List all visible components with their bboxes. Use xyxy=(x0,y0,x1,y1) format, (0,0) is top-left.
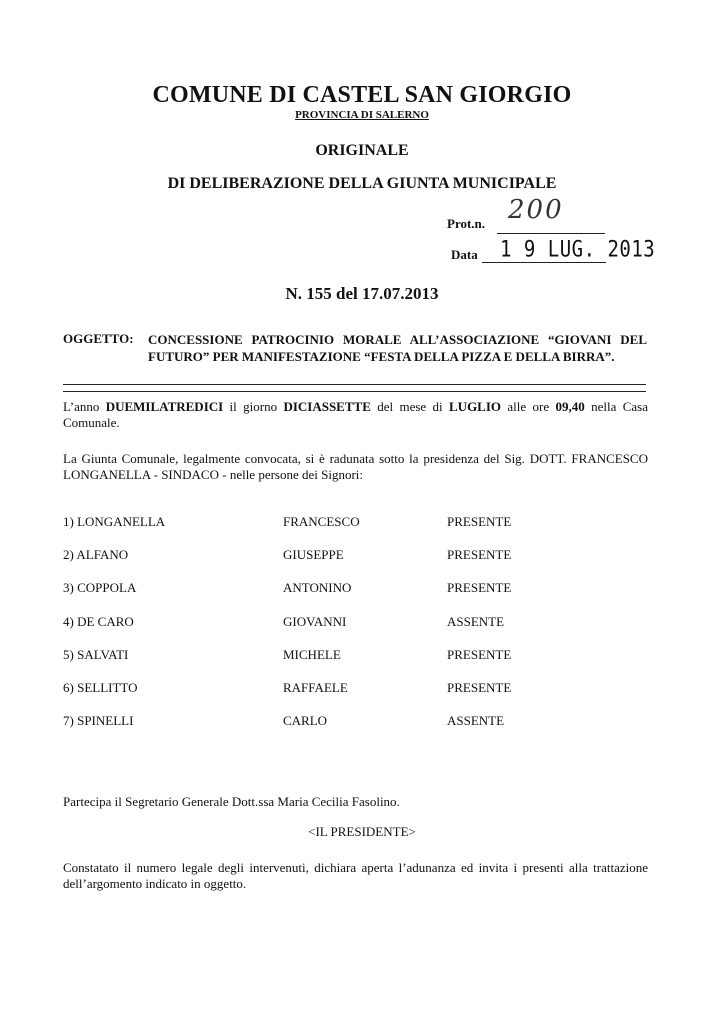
surname: SELLITTO xyxy=(77,680,138,695)
deliberation-heading: DI DELIBERAZIONE DELLA GIUNTA MUNICIPALE xyxy=(167,175,557,192)
date-stamp: 1 9 LUG. 2013 xyxy=(500,237,656,263)
day: DICIASSETTE xyxy=(283,399,371,414)
text: nella Casa Comunale. xyxy=(63,399,648,430)
protocol-number-handwritten: 200 xyxy=(508,195,564,225)
original-label: ORIGINALE xyxy=(315,142,409,159)
member-index xyxy=(63,614,134,630)
president-heading: <IL PRESIDENTE> xyxy=(308,824,416,839)
member-index xyxy=(63,713,133,729)
date-label: Data xyxy=(451,247,478,262)
index: 5) xyxy=(63,647,74,662)
member-status: PRESENTE xyxy=(447,514,512,529)
member-name: ANTONINO xyxy=(283,580,352,595)
surname: COPPOLA xyxy=(77,580,137,595)
secretary-paragraph: Partecipa il Segretario Generale Dott.ssa Maria Cecilia Fasolino. xyxy=(63,794,400,809)
session-paragraph xyxy=(63,399,648,431)
surname: SALVATI xyxy=(77,647,129,662)
text: il giorno xyxy=(223,399,284,414)
member-index xyxy=(63,647,128,663)
member-name: CARLO xyxy=(283,713,328,728)
deliberation-number: N. 155 del 17.07.2013 xyxy=(285,284,439,303)
protocol-label: Prot.n. xyxy=(447,216,486,231)
index: 7) xyxy=(63,713,74,728)
member-index xyxy=(63,514,165,530)
index: 4) xyxy=(63,614,74,629)
double-separator xyxy=(63,384,646,392)
surname: ALFANO xyxy=(76,547,129,562)
member-index xyxy=(63,580,136,596)
subject-label: OGGETTO: xyxy=(63,331,134,346)
text: L’anno xyxy=(63,399,106,414)
member-name: GIUSEPPE xyxy=(283,547,344,562)
text: alle ore xyxy=(501,399,556,414)
quorum-paragraph: Constatato il numero legale degli intervenuti, dichiara aperta l’adunanza ed invita i presenti alla trattazione dell’argomento indicato in oggetto. xyxy=(63,860,648,891)
member-name: FRANCESCO xyxy=(283,514,360,529)
member-index xyxy=(63,680,138,696)
member-status: PRESENTE xyxy=(447,547,512,562)
surname: DE CARO xyxy=(77,614,134,629)
year: DUEMILATREDICI xyxy=(105,399,224,414)
member-status: PRESENTE xyxy=(447,647,512,662)
month: LUGLIO xyxy=(449,399,502,414)
province-subtitle: PROVINCIA DI SALERNO xyxy=(295,109,429,121)
index: 6) xyxy=(63,680,74,695)
member-status: PRESENTE xyxy=(447,680,512,695)
time: 09,40 xyxy=(555,399,585,414)
surname: SPINELLI xyxy=(77,713,134,728)
protocol-underline xyxy=(497,233,605,234)
assembly-paragraph: La Giunta Comunale, legalmente convocata, si è radunata sotto la presidenza del Sig. DOTT. FRANCESCO LONGANELLA - SINDACO - nelle persone dei Signori: xyxy=(63,451,648,482)
index: 1) xyxy=(63,514,74,529)
member-status: ASSENTE xyxy=(447,713,505,728)
member-name: RAFFAELE xyxy=(283,680,348,695)
date-underline xyxy=(482,262,606,263)
member-status: PRESENTE xyxy=(447,580,512,595)
index: 2) xyxy=(63,547,74,562)
member-index xyxy=(63,547,128,563)
text: del mese di xyxy=(370,399,450,414)
member-name: MICHELE xyxy=(283,647,341,662)
document-title: COMUNE DI CASTEL SAN GIORGIO xyxy=(152,82,572,108)
index: 3) xyxy=(63,580,74,595)
member-status: ASSENTE xyxy=(447,614,505,629)
subject-text: CONCESSIONE PATROCINIO MORALE ALL’ASSOCIAZIONE “GIOVANI DEL FUTURO” PER MANIFESTAZIONE “FESTA DELLA PIZZA E DELLA BIRRA”. xyxy=(148,332,647,364)
surname: LONGANELLA xyxy=(77,514,166,529)
member-name: GIOVANNI xyxy=(283,614,347,629)
